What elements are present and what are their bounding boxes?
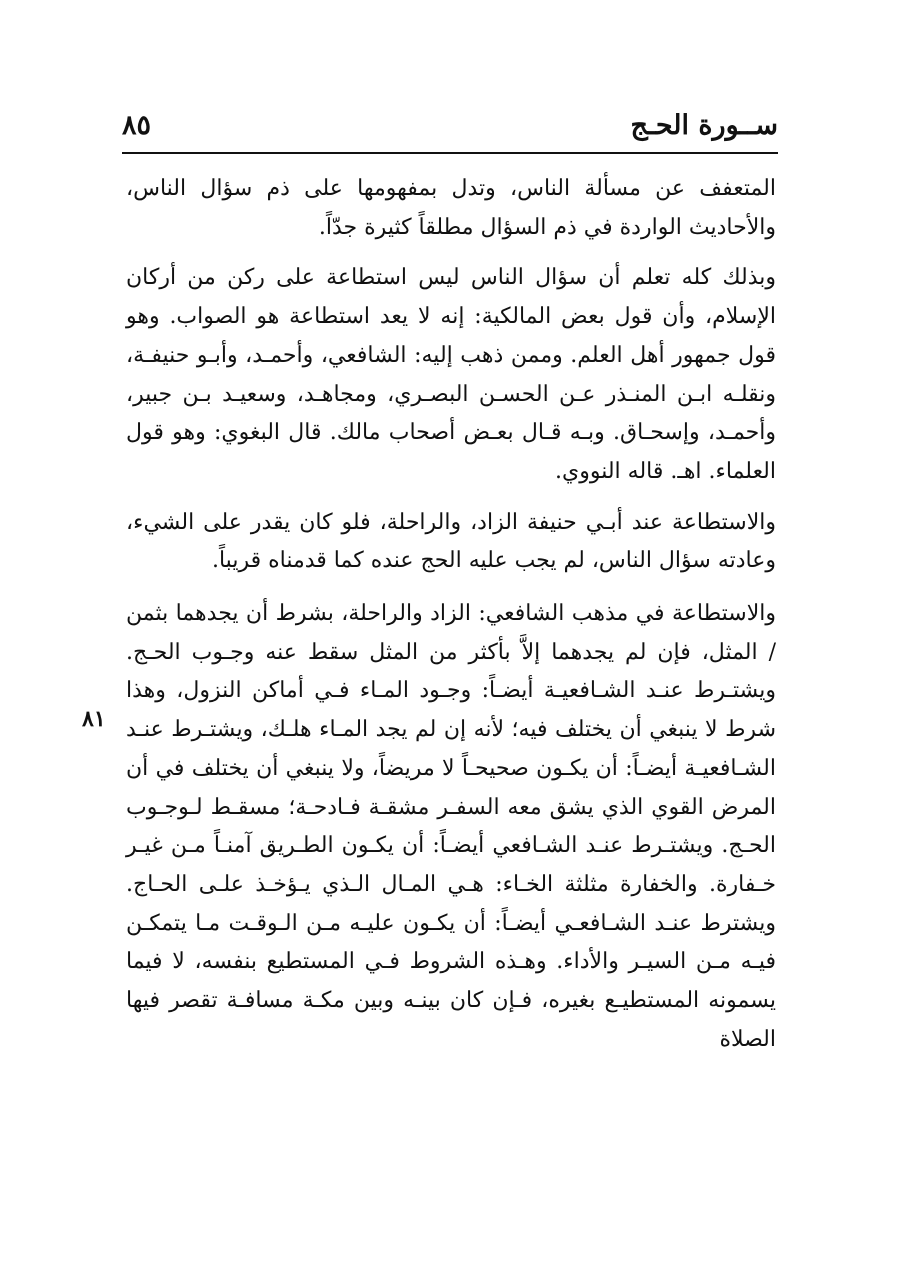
body-text — [126, 170, 776, 1059]
paragraph: والاستطاعة في مذهب الشافعي: الزاد والراحلة، بشرط أن يجدهما بثمن / المثل، فإن لم يجدهما إلاَّ بأكثر من المثل سقط عنه وجـوب الحـج. ويشتـرط عنـد الشـافعيـة أيضـاً: وجـود المـاء فـي أماكن النزول، وهذا شرط لا ينبغي أن يختلف فيه؛ لأنه إن لم يجد المـاء هلـك، ويشتـرط عنـد الشـافعيـة أيضـاً: أن يكـون صحيحـاً لا مريضاً، ولا ينبغي أن يختلف في أن المرض القوي الذي يشق معه السفـر مشقـة فـادحـة؛ مسقـط لـوجـوب الحـج. ويشتـرط عنـد الشـافعي أيضـاً: أن يكـون الطـريق آمنـاً مـن غيـر خـفارة. والخفارة مثلثة الخـاء: هـي المـال الـذي يـؤخـذ علـى الحـاج. ويشترط عنـد الشـافعـي أيضـاً: أن يكـون عليـه مـن الـوقـت مـا يتمكـن فيـه مـن السيـر والأداء. وهـذه الشروط فـي المستطيع بنفسه، لا فيما يسمونه المستطيـع بغيره، فـإن كان بينـه وبين مكـة مسافـة تقصر فيها الصلاة — [126, 601, 777, 1052]
header-rule — [122, 152, 778, 154]
paragraph: المتعفف عن مسألة الناس، وتدل بمفهومها على ذم سؤال الناس، والأحاديث الواردة في ذم السؤال مطلقاً كثيرة جدّاً. — [126, 176, 776, 240]
running-title: ســورة الحـج — [630, 110, 778, 141]
paragraph: وبذلك كله تعلم أن سؤال الناس ليس استطاعة على ركن من أركان الإسلام، وأن قول بعض المالكية: إنه لا يعد استطاعة هو الصواب. وهو قول جمهور أهل العلم. وممن ذهب إليه: الشافعي، وأحمـد، وأبـو حنيفـة، ونقلـه ابـن المنـذر عـن الحسـن البصـري، ومجاهـد، وسعيـد بـن جبير، وأحمـد، وإسحـاق. وبـه قـال بعـض أصحاب مالك. قال البغوي: وهو قول العلماء. اهـ. قاله النووي. — [126, 265, 776, 484]
page-number: ٨٥ — [122, 110, 152, 141]
running-head — [122, 108, 778, 152]
margin-page-reference: ٨١ — [82, 706, 106, 732]
paragraph: والاستطاعة عند أبـي حنيفة الزاد، والراحلة، فلو كان يقدر على الشيء، وعادته سؤال الناس، لم يجب عليه الحج عنده كما قدمناه قريباً. — [126, 509, 776, 574]
